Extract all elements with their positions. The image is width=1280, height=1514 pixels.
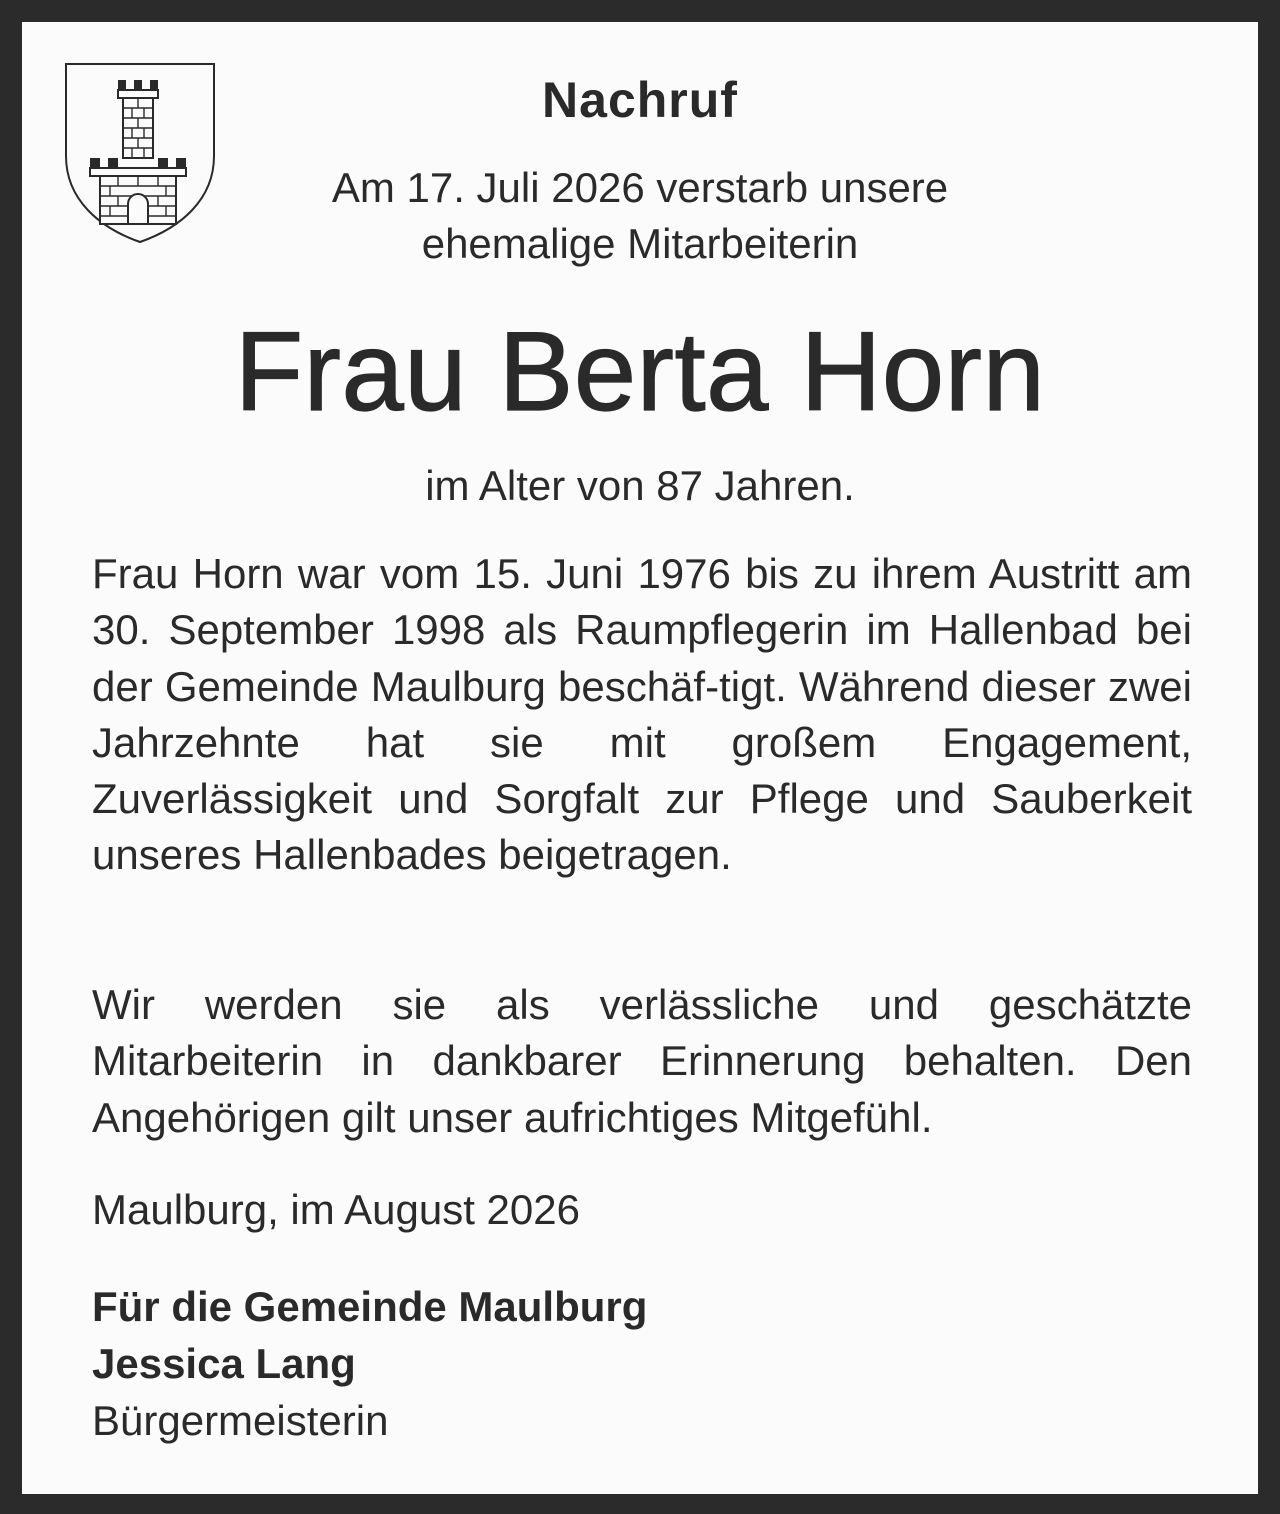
place-date: Maulburg, im August 2026 [92,1186,580,1233]
signature-role: Bürgermeisterin [92,1397,389,1444]
age-line: im Alter von 87 Jahren. [425,462,855,509]
paragraph-employment: Frau Horn war vom 15. Juni 1976 bis zu ihrem Austritt am 30. September 1998 als Raumpflegerin im Hallenbad bei der Gemeinde Maulburg beschäf-tigt. Während dieser zwei Jahrzehnte hat sie mit großem Engagement, Zuverlässigkeit und Sorgfalt zur Pflege und Sauberkeit unseres Hallenbades beigetragen. [92,550,1192,879]
signature-block [92,1278,647,1449]
notice-title: Nachruf [542,72,738,128]
signature-organization: Für die Gemeinde Maulburg [92,1283,648,1330]
intro-line-2: ehemalige Mitarbeiterin [421,220,859,267]
paragraph-remembrance: Wir werden sie als verlässliche und geschätzte Mitarbeiterin in dankbarer Erinnerung behalten. Den Angehörigen gilt unser aufrichtiges Mitgefühl. [92,981,1192,1141]
deceased-name: Frau Berta Horn [234,309,1046,434]
obituary-notice [22,22,1258,1494]
intro-line-1: Am 17. Juli 2026 verstarb unsere [331,164,949,211]
intro-text [22,160,1258,272]
signature-name: Jessica Lang [92,1340,356,1387]
